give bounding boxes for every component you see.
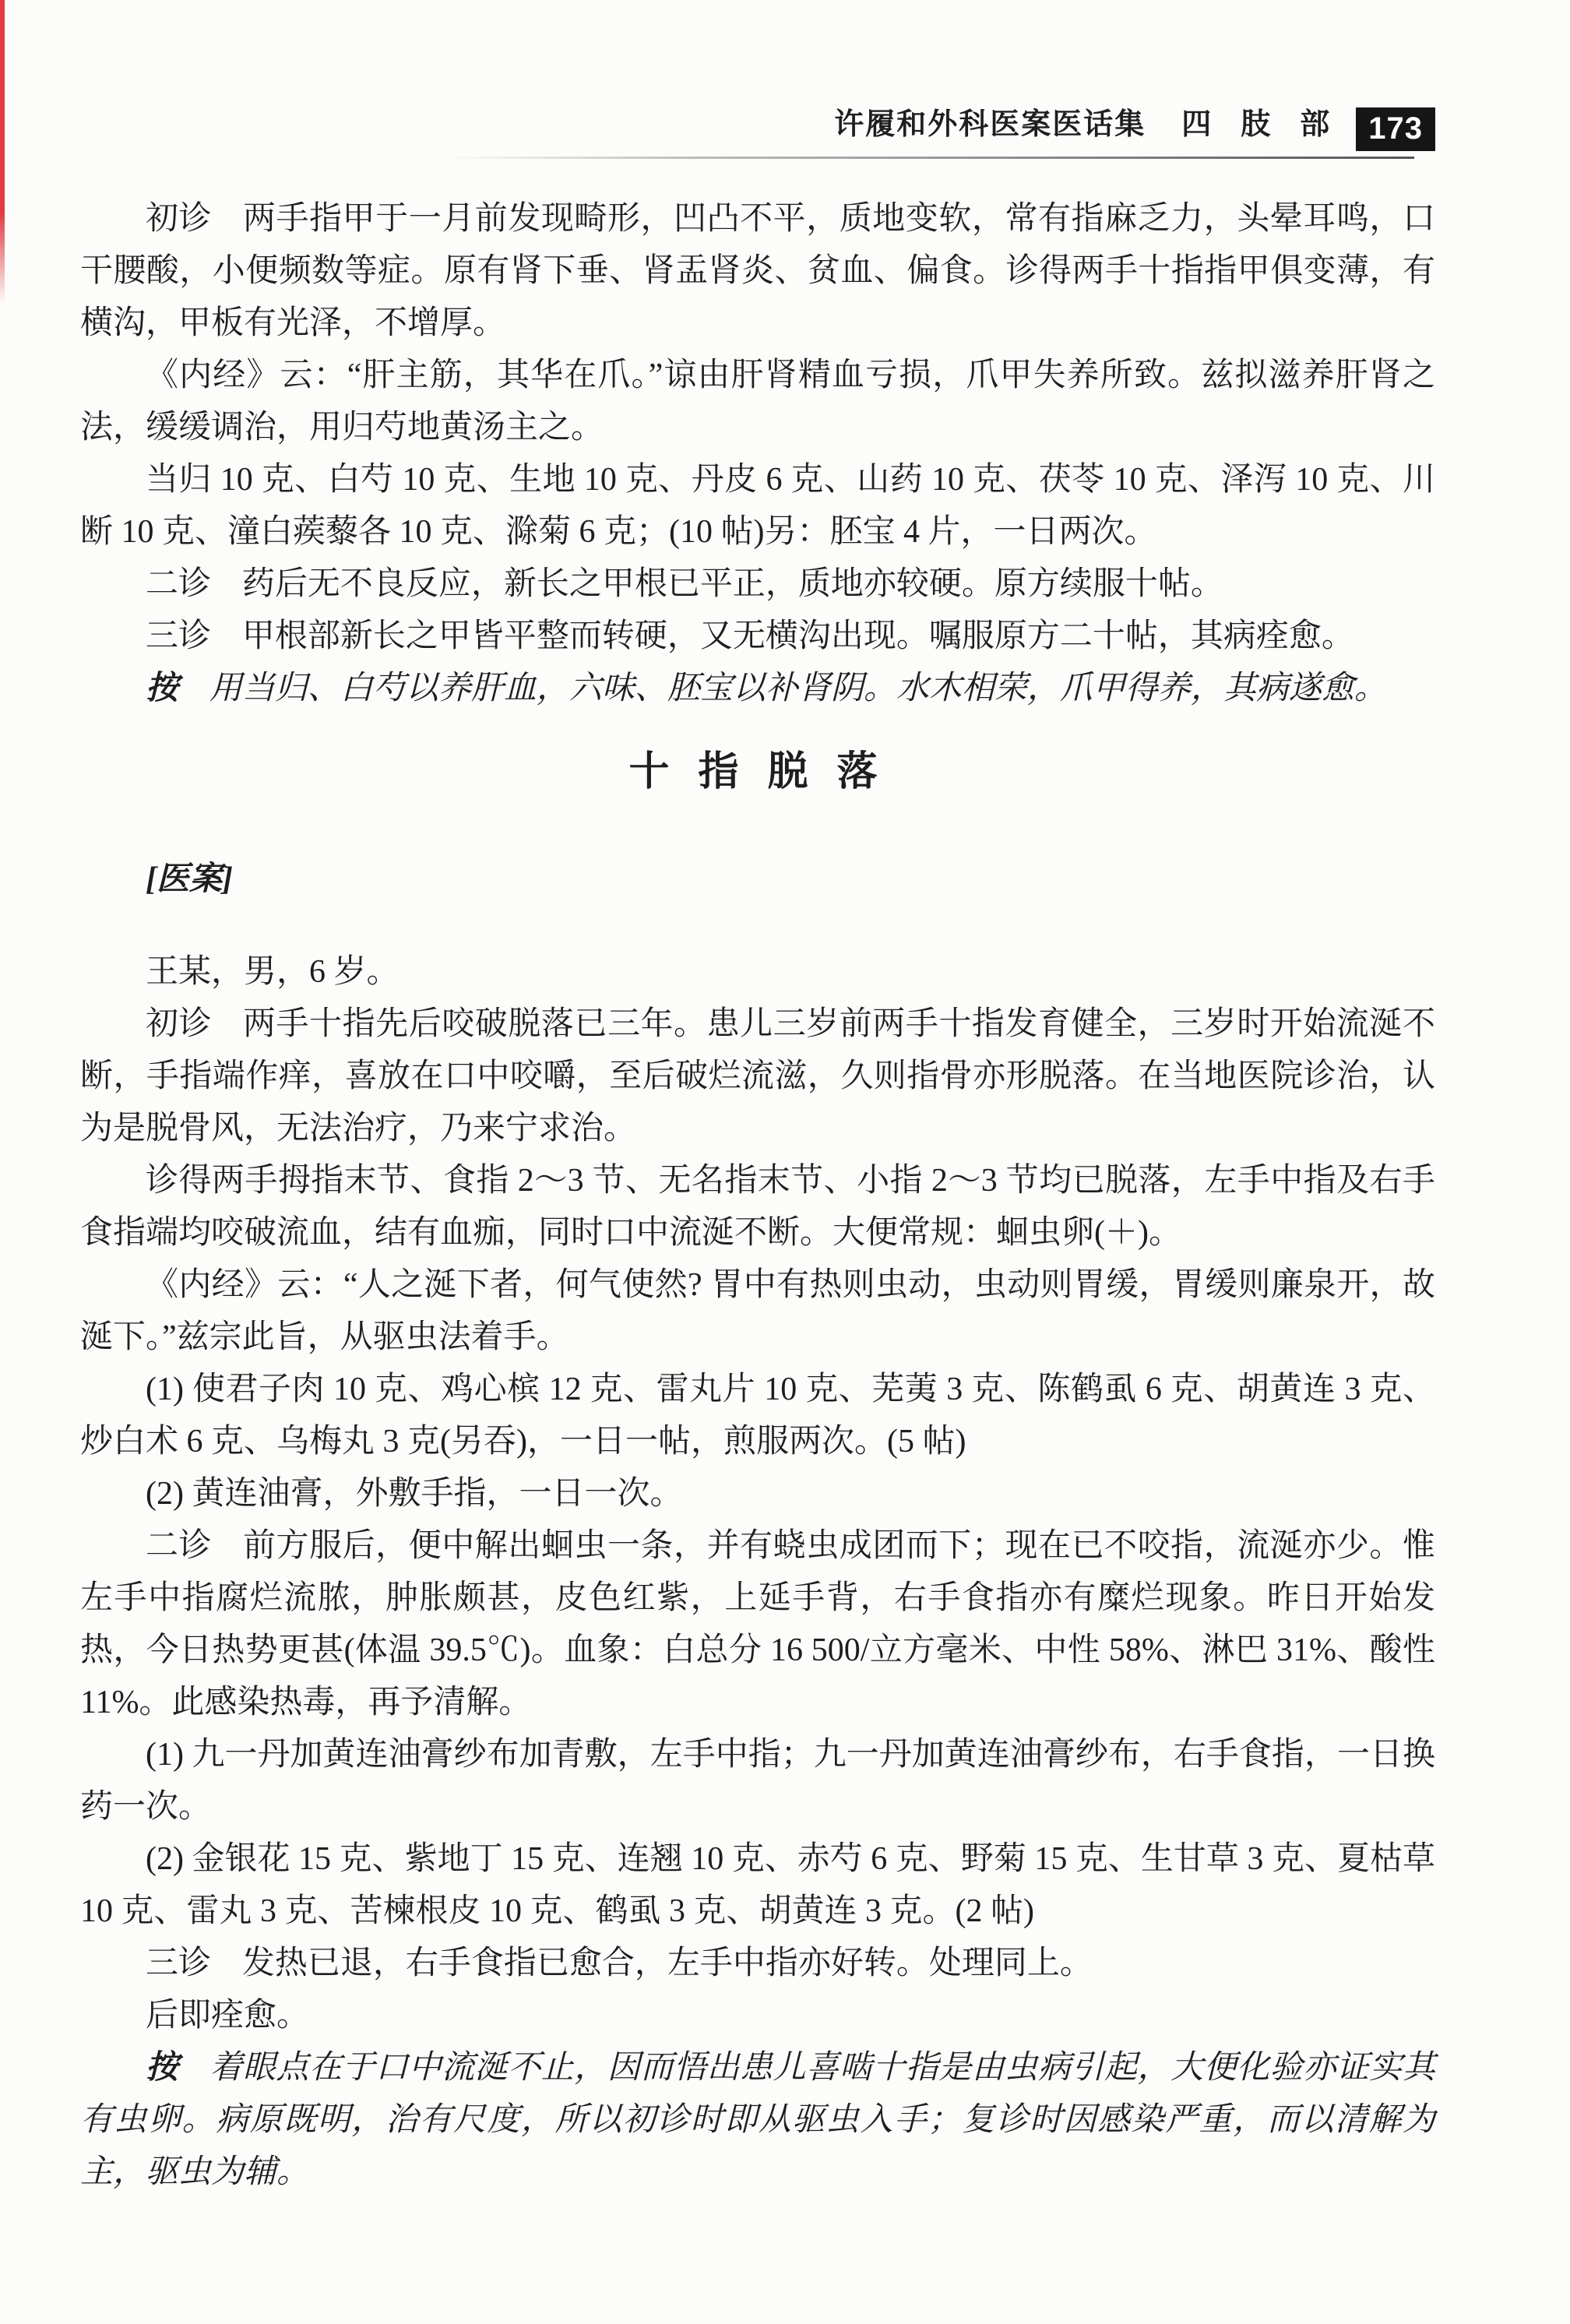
body-text: [80, 193, 1435, 2199]
visit-label: 初诊: [146, 201, 213, 237]
case-paragraph-neijing-quote: [80, 350, 1435, 454]
case-paragraph-prescription-1: [80, 1364, 1435, 1468]
case-paragraph-first-visit: [80, 998, 1435, 1155]
paragraph-text: 着眼点在于口中流涎不止，因而悟出患儿喜啮十指是由虫病引起，大便化验亦证实其有虫卵。病原既明，治有尺度，所以初诊时即从驱虫入手；复诊时因感染严重，而以清解为主，驱虫为辅。: [80, 2050, 1435, 2190]
section-name: 四 肢 部: [1181, 108, 1330, 141]
scan-red-edge-mark: [0, 0, 5, 304]
paragraph-text: (1) 使君子肉 10 克、鸡心槟 12 克、雷丸片 10 克、芜荑 3 克、陈鹤虱 6 克、胡黄连 3 克、炒白术 6 克、乌梅丸 3 克(另吞)，一日一帖，煎服两次。(5 帖): [80, 1372, 1435, 1460]
case-paragraph-prescription-2: [80, 1468, 1435, 1520]
paragraph-text: 药后无不良反应，新长之甲根已平正，质地亦较硬。原方续服十帖。: [241, 566, 1223, 602]
case-paragraph-prescription: [80, 454, 1435, 558]
case-paragraph-first-visit: [80, 193, 1435, 350]
paragraph-text: 甲根部新长之甲皆平整而转硬，又无横沟出现。嘱服原方二十帖，其病痊愈。: [241, 618, 1354, 654]
section-title: 十 指 脱 落: [628, 750, 887, 794]
visit-label: 三诊: [146, 1945, 212, 1981]
case-commentary: [80, 2042, 1435, 2199]
paragraph-text: (1) 九一丹加黄连油膏纱布加青敷，左手中指；九一丹加黄连油膏纱布，右手食指，一日换药一次。: [80, 1737, 1435, 1825]
commentary-label: 按: [146, 671, 179, 706]
case-commentary: [80, 663, 1435, 715]
case-paragraph-second-visit: [80, 1520, 1435, 1729]
case-paragraph-second-visit: [80, 558, 1435, 611]
case-paragraph-third-visit: [80, 1938, 1435, 1990]
paragraph-text: 《内经》云：“肝主筋，其华在爪。”谅由肝肾精血亏损，爪甲失养所致。兹拟滋养肝肾之法，缓缓调治，用归芍地黄汤主之。: [80, 357, 1435, 445]
book-title: 许履和外科医案医话集: [834, 108, 1146, 141]
paragraph-text: 前方服后，便中解出蛔虫一条，并有蛲虫成团而下；现在已不咬指，流涎亦少。惟左手中指腐烂流脓，肿胀颇甚，皮色红紫，上延手背，右手食指亦有糜烂现象。昨日开始发热，今日热势更甚(体温 39.5℃)。血象：白总分 16 500/立方毫米、中性 58%、淋巴 31%、酸性 11%。此感染热毒，再予清解。: [80, 1528, 1435, 1720]
paragraph-text: 发热已退，右手食指已愈合，左手中指亦好转。处理同上。: [241, 1945, 1093, 1981]
paragraph-text: 当归 10 克、白芍 10 克、生地 10 克、丹皮 6 克、山药 10 克、茯苓 10 克、泽泻 10 克、川断 10 克、潼白蒺藜各 10 克、滁菊 6 克；(10 帖)另：胚宝 4 片，一日两次。: [80, 462, 1435, 550]
header-rule: [448, 157, 1414, 159]
visit-label: 三诊: [146, 618, 212, 654]
case-paragraph-treatment-2: [80, 1833, 1435, 1938]
case-paragraph-neijing-quote: [80, 1259, 1435, 1364]
commentary-label: 按: [146, 2050, 179, 2086]
case-paragraph-treatment-1: [80, 1729, 1435, 1833]
paragraph-text: 后即痊愈。: [146, 1998, 310, 2034]
case-paragraph-patient: [80, 946, 1435, 998]
case-label: [医案]: [146, 861, 233, 897]
visit-label: 初诊: [146, 1006, 213, 1042]
case-paragraph-examination: [80, 1155, 1435, 1259]
paragraph-text: (2) 金银花 15 克、紫地丁 15 克、连翘 10 克、赤芍 6 克、野菊 15 克、生甘草 3 克、夏枯草 10 克、雷丸 3 克、苦楝根皮 10 克、鹤虱 3 克、胡黄连 3 克。(2 帖): [80, 1841, 1435, 1929]
case-paragraph-third-visit: [80, 611, 1435, 663]
paragraph-text: 王某，男，6 岁。: [146, 954, 400, 990]
visit-label: 二诊: [146, 1528, 213, 1564]
page-number-badge: 173: [1356, 107, 1435, 151]
paragraph-text: 两手指甲于一月前发现畸形，凹凸不平，质地变软，常有指麻乏力，头晕耳鸣，口干腰酸，小便频数等症。原有肾下垂、肾盂肾炎、贫血、偏食。诊得两手十指指甲俱变薄，有横沟，甲板有光泽，不增厚。: [80, 201, 1435, 341]
paragraph-text: 用当归、白芍以养肝血，六味、胚宝以补肾阴。水木相荣，爪甲得养，其病遂愈。: [209, 671, 1387, 706]
paragraph-text: (2) 黄连油膏，外敷手指，一日一次。: [146, 1476, 683, 1512]
case-paragraph-outcome: [80, 1990, 1435, 2042]
paragraph-text: 《内经》云：“人之涎下者，何气使然? 胃中有热则虫动，虫动则胃缓，胃缓则廉泉开，故涎下。”兹宗此旨，从驱虫法着手。: [80, 1267, 1435, 1355]
paragraph-text: 两手十指先后咬破脱落已三年。患儿三岁前两手十指发育健全，三岁时开始流涎不断，手指端作痒，喜放在口中咬嚼，至后破烂流滋，久则指骨亦形脱落。在当地医院诊治，认为是脱骨风，无法治疗，乃来宁求治。: [80, 1006, 1435, 1146]
paragraph-text: 诊得两手拇指末节、食指 2～3 节、无名指末节、小指 2～3 节均已脱落，左手中指及右手食指端均咬破流血，结有血痂，同时口中流涎不断。大便常规：蛔虫卵(＋)。: [80, 1163, 1435, 1251]
running-header: [80, 100, 1435, 151]
visit-label: 二诊: [146, 566, 212, 602]
